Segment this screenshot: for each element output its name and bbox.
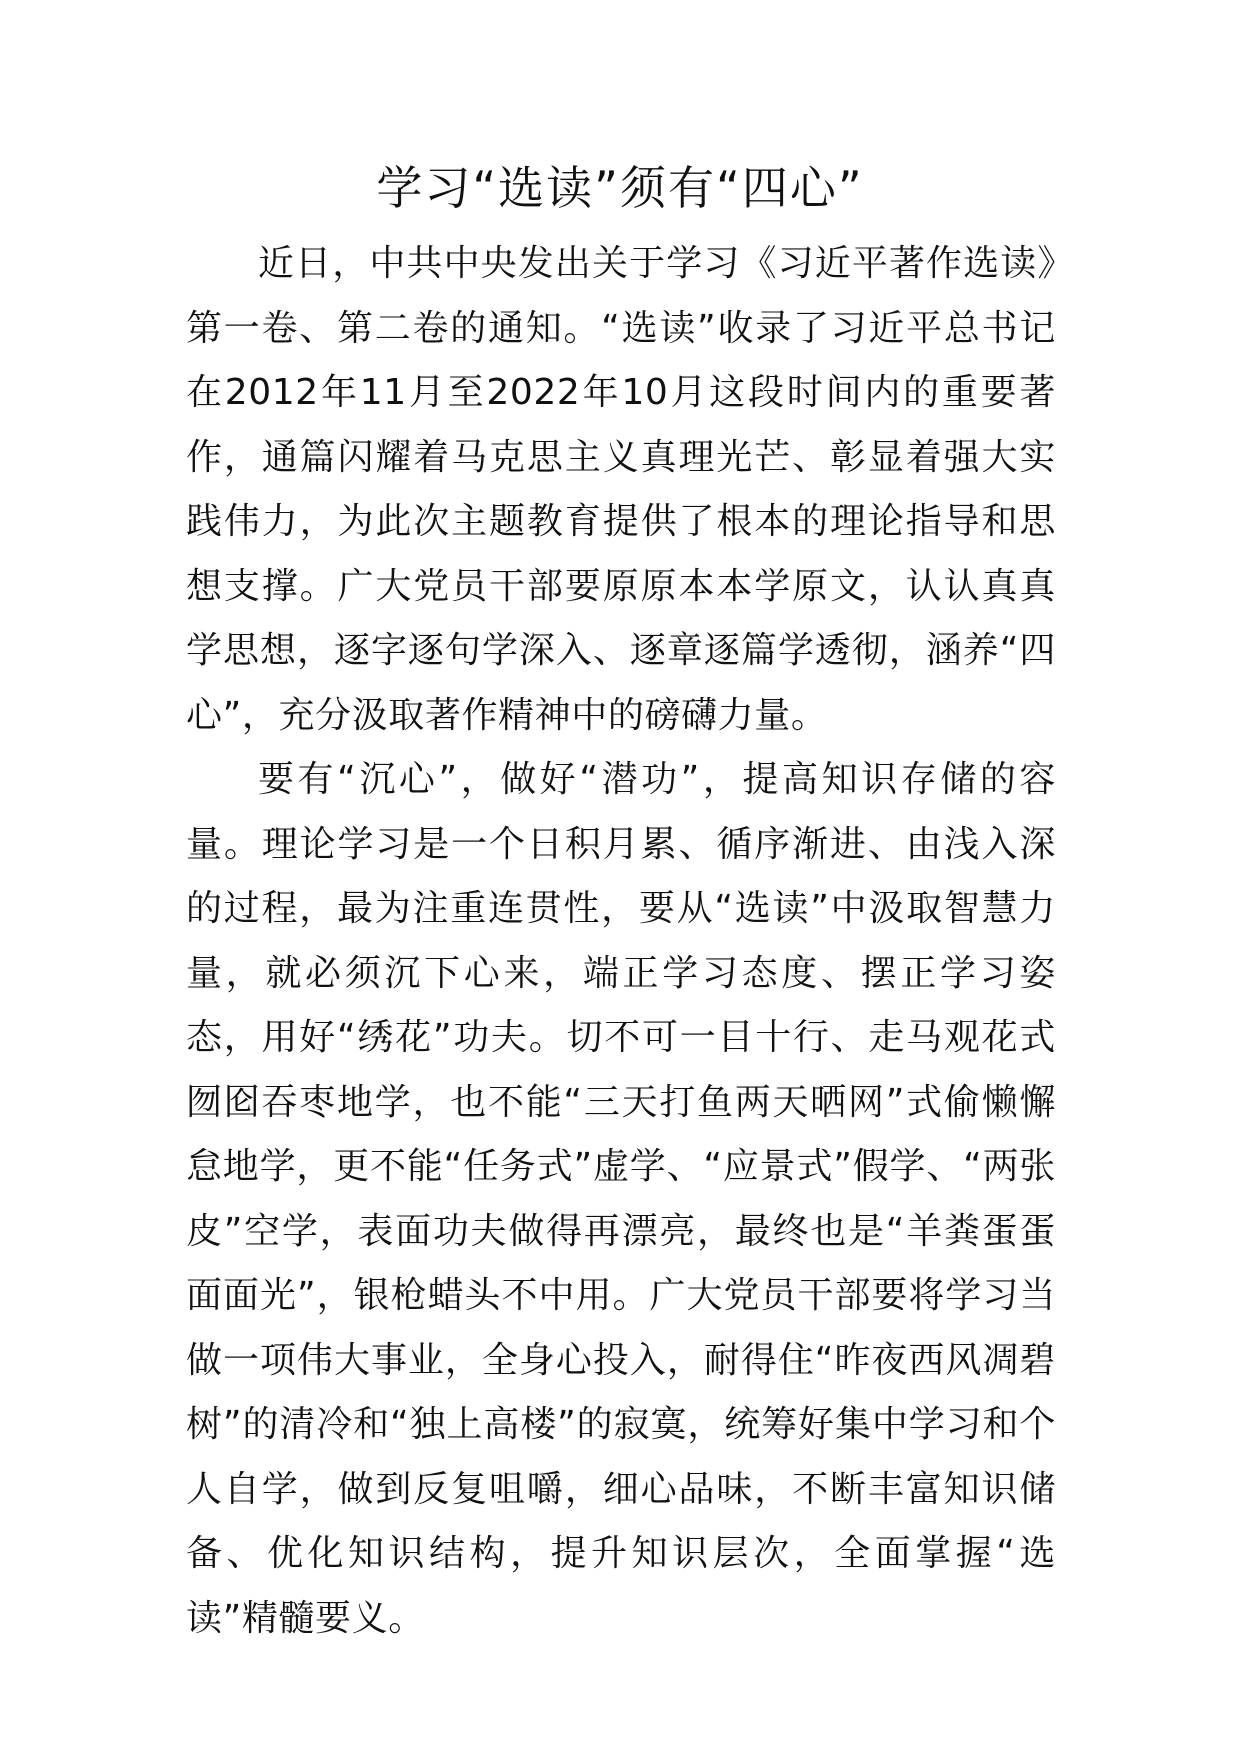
document-body bbox=[186, 232, 1056, 1651]
document-title: 学习“选读”须有“四心” bbox=[376, 161, 864, 215]
paragraph-intro: 近日，中共中央发出关于学习《习近平著作选读》第一卷、第二卷的通知。“选读”收录了习近平总书记在2012年11月至2022年10月这段时间内的重要著作，通篇闪耀着马克思主义真理光芒、彰显着强大实践伟力，为此次主题教育提供了根本的理论指导和思想支撑。广大党员干部要原原本本学原文，认认真真学思想，逐字逐句学深入、逐章逐篇学透彻，涵养“四心”，充分汲取著作精神中的磅礴力量。 bbox=[186, 243, 1056, 736]
paragraph-chenxin: 要有“沉心”，做好“潜功”，提高知识存储的容量。理论学习是一个日积月累、循序渐进、由浅入深的过程，最为注重连贯性，要从“选读”中汲取智慧力量，就必须沉下心来，端正学习态度、摆正学习姿态，用好“绣花”功夫。切不可一目十行、走马观花式囫囵吞枣地学，也不能“三天打鱼两天晒网”式偷懒懈怠地学，更不能“任务式”虚学、“应景式”假学、“两张皮”空学，表面功夫做得再漂亮，最终也是“羊粪蛋蛋面面光”，银枪蜡头不中用。广大党员干部要将学习当做一项伟大事业，全身心投入，耐得住“昨夜西风凋碧树”的清冷和“独上高楼”的寂寞，统筹好集中学习和个人自学，做到反复咀嚼，细心品味，不断丰富知识储备、优化知识结构，提升知识层次，全面掌握“选读”精髓要义。 bbox=[186, 759, 1056, 1639]
